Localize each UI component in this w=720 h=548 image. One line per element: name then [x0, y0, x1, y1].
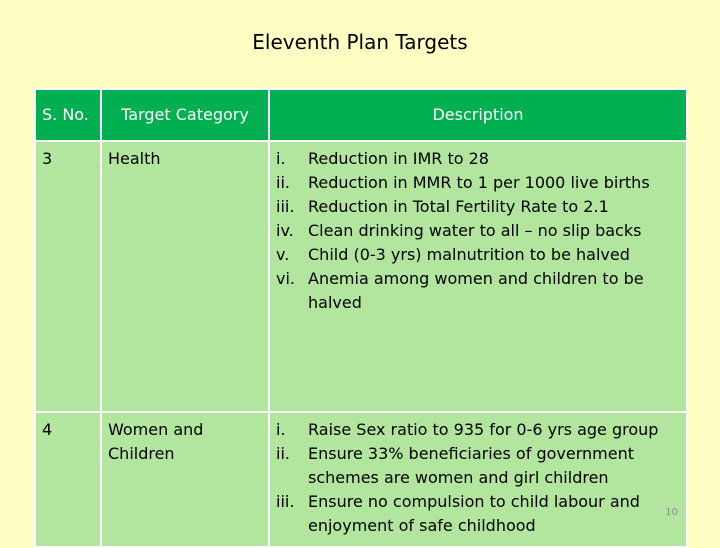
list-item [276, 219, 680, 243]
list-item [276, 267, 680, 315]
item-text: Ensure 33% beneficiaries of government schemes are women and girl children [308, 444, 634, 487]
item-number: i. [276, 420, 286, 439]
table-row [35, 412, 687, 547]
targets-table [34, 88, 688, 548]
list-item [276, 171, 680, 195]
row-description [269, 141, 687, 412]
item-number: i. [276, 149, 286, 168]
item-text: Raise Sex ratio to 935 for 0-6 yrs age group [308, 420, 659, 439]
item-text: Reduction in IMR to 28 [308, 149, 489, 168]
item-text: Reduction in Total Fertility Rate to 2.1 [308, 197, 609, 216]
item-number: iii. [276, 197, 295, 216]
column-header-description: Description [269, 89, 687, 141]
row-description [269, 412, 687, 547]
item-text: Child (0-3 yrs) malnutrition to be halved [308, 245, 630, 264]
table-row [35, 141, 687, 412]
list-item [276, 147, 680, 171]
row-category: Health [101, 141, 269, 412]
item-number: v. [276, 245, 290, 264]
slide-title: Eleventh Plan Targets [252, 30, 468, 54]
target-list [276, 418, 680, 538]
row-sno: 4 [35, 412, 101, 547]
target-list [276, 147, 680, 315]
item-text: Reduction in MMR to 1 per 1000 live births [308, 173, 650, 192]
item-number: ii. [276, 173, 290, 192]
page-number: 10 [665, 507, 678, 518]
column-header-category: Target Category [101, 89, 269, 141]
item-number: iii. [276, 492, 295, 511]
list-item [276, 195, 680, 219]
row-category: Women and Children [101, 412, 269, 547]
item-number: vi. [276, 269, 295, 288]
item-number: iv. [276, 221, 294, 240]
column-header-sno: S. No. [35, 89, 101, 141]
item-text: Clean drinking water to all – no slip backs [308, 221, 642, 240]
row-sno: 3 [35, 141, 101, 412]
list-item [276, 418, 680, 442]
item-text: Ensure no compulsion to child labour and enjoyment of safe childhood [308, 492, 640, 535]
list-item [276, 442, 680, 490]
list-item [276, 243, 680, 267]
item-number: ii. [276, 444, 290, 463]
list-item [276, 490, 680, 538]
item-text: Anemia among women and children to be halved [308, 269, 644, 312]
table-header-row [35, 89, 687, 141]
